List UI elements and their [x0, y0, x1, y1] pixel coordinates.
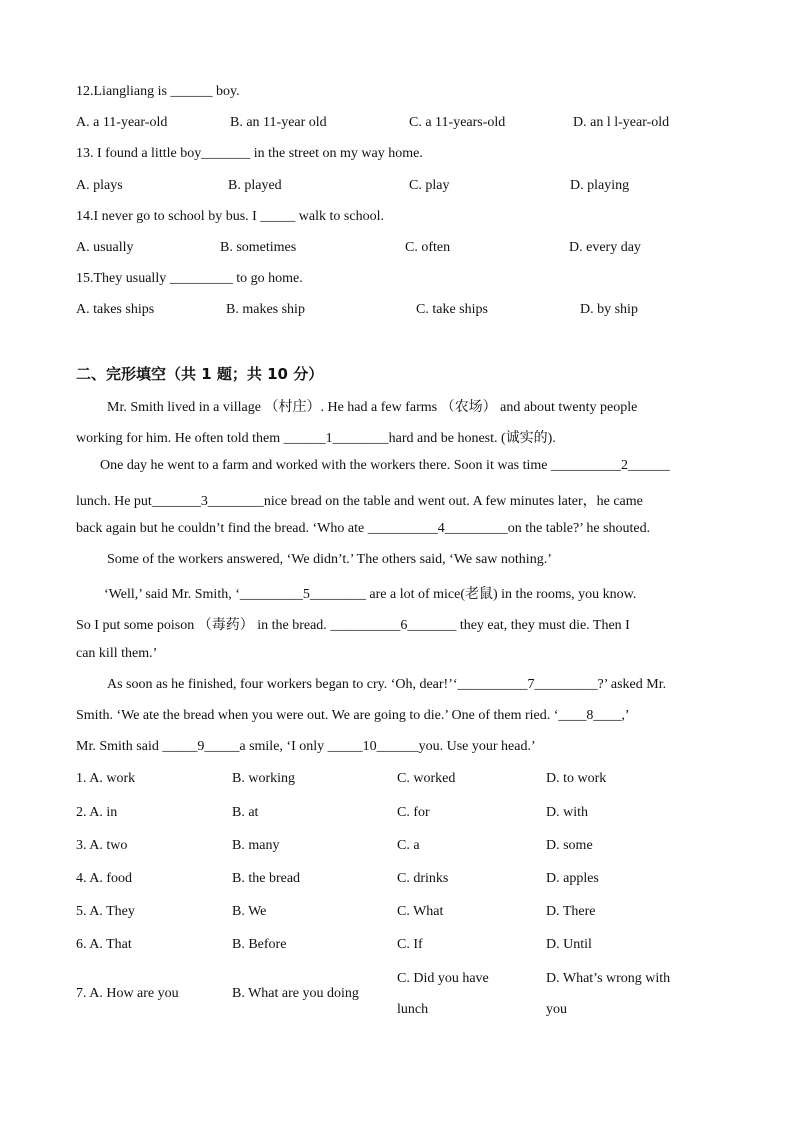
section-heading: 二、完形填空（共 1 题；共 10 分）: [76, 365, 324, 383]
option-d: D. an l l-year-old: [573, 115, 670, 130]
option-c: C. drinks: [397, 871, 449, 886]
passage-text: working for him. He often told them: [76, 431, 284, 446]
question-stem: 14.I never go to school by bus. I _____ walk to school.: [76, 209, 384, 224]
option-a: A. a 11-year-old: [76, 115, 168, 130]
passage-line: [76, 708, 630, 724]
option-c-continued: lunch: [397, 1002, 429, 1017]
option-b: B. the bread: [232, 871, 301, 886]
option-b: B. many: [232, 838, 280, 853]
option-b: B. We: [232, 904, 267, 919]
passage-text: Smith. ‘We ate the bread when you were out. We are going to die.’ One of them ried. ‘: [76, 708, 559, 723]
option-b: B. What are you doing: [232, 986, 359, 1001]
blank-3: _______3________: [151, 494, 264, 509]
passage-text: they eat, they must die. Then I: [456, 618, 630, 633]
option-a: 3. A. two: [76, 838, 128, 853]
blank-7: __________7_________: [457, 677, 598, 692]
option-b: B. an 11-year old: [230, 115, 327, 130]
option-a: 5. A. They: [76, 904, 135, 919]
passage-line: [104, 583, 636, 603]
option-b: B. played: [228, 178, 282, 193]
passage-text: ?’ asked Mr.: [597, 677, 667, 692]
question-stem: 13. I found a little boy_______ in the street on my way home.: [76, 146, 423, 161]
blank-2: __________2______: [551, 458, 670, 473]
option-d: D. There: [546, 904, 596, 919]
option-a: A. takes ships: [76, 302, 155, 317]
option-c: C. take ships: [416, 302, 488, 317]
passage-line: [76, 739, 536, 755]
blank-4: __________4_________: [367, 521, 508, 536]
option-c: C. play: [409, 178, 450, 193]
option-c: C. What: [397, 904, 444, 919]
option-d: D. to work: [546, 771, 607, 786]
blank-5: _________5________: [239, 587, 366, 602]
passage-line: can kill them.’: [76, 646, 158, 661]
option-c: C. a: [397, 838, 420, 853]
option-d: D. every day: [569, 240, 641, 255]
option-d-continued: you: [546, 1002, 567, 1017]
option-b: B. sometimes: [220, 240, 297, 255]
option-a: 1. A. work: [76, 771, 136, 786]
passage-line: [76, 427, 556, 447]
option-a: 2. A. in: [76, 805, 118, 820]
passage-text: a smile, ‘I only: [239, 739, 328, 754]
passage-text: Mr. Smith said: [76, 739, 163, 754]
blank-9: _____9_____: [162, 739, 240, 754]
question-stem: 15.They usually _________ to go home.: [76, 271, 303, 286]
blank-1: ______1________: [283, 431, 389, 446]
option-b: B. makes ship: [226, 302, 305, 317]
blank-10: _____10______: [327, 739, 419, 754]
passage-line: Some of the workers answered, ‘We didn’t.’ The others said, ‘We saw nothing.’: [107, 552, 552, 567]
option-b: B. at: [232, 805, 259, 820]
option-c: C. for: [397, 805, 430, 820]
passage-text: back again but he couldn’t find the bread. ‘Who ate: [76, 521, 368, 536]
passage-text: ,’: [621, 708, 630, 723]
option-b: B. working: [232, 771, 295, 786]
passage-line: [107, 677, 666, 693]
option-c: C. often: [405, 240, 451, 255]
option-a: A. plays: [76, 178, 123, 193]
passage-text: you. Use your head.’: [418, 739, 536, 754]
passage-text: are a lot of mice(老鼠) in the rooms, you know.: [365, 587, 637, 602]
option-d: D. with: [546, 805, 588, 820]
option-d: D. What’s wrong with: [546, 971, 671, 986]
blank-8: ____8____: [558, 708, 622, 723]
option-d: D. apples: [546, 871, 599, 886]
passage-text: ‘Well,’ said Mr. Smith, ‘: [104, 587, 240, 602]
option-a: 6. A. That: [76, 937, 132, 952]
passage-text: nice bread on the table and went out. A few minutes later，he came: [263, 494, 643, 509]
option-d: D. playing: [570, 178, 630, 193]
passage-line: [76, 614, 630, 634]
passage-line: Mr. Smith lived in a village （村庄）. He had a few farms （农场） and about twenty people: [107, 400, 638, 415]
option-c: C. Did you have: [397, 971, 489, 986]
passage-text: So I put some poison （毒药） in the bread.: [76, 618, 331, 633]
passage-text: lunch. He put: [76, 494, 152, 509]
option-b: B. Before: [232, 937, 287, 952]
option-d: D. by ship: [580, 302, 638, 317]
question-stem: 12.Liangliang is ______ boy.: [76, 84, 240, 99]
option-a: A. usually: [76, 240, 134, 255]
blank-6: __________6_______: [330, 618, 457, 633]
passage-text: As soon as he finished, four workers began to cry. ‘Oh, dear!’‘: [107, 677, 458, 692]
option-c: C. a 11-years-old: [409, 115, 506, 130]
passage-line: [100, 458, 670, 474]
option-a: 4. A. food: [76, 871, 132, 886]
passage-text: One day he went to a farm and worked with the workers there. Soon it was time: [100, 458, 551, 473]
passage-text: on the table?’ he shouted.: [507, 521, 651, 536]
option-d: D. some: [546, 838, 593, 853]
option-c: C. If: [397, 937, 423, 952]
passage-text: hard and be honest. (诚实的).: [388, 431, 556, 446]
passage-line: [76, 521, 650, 537]
option-c: C. worked: [397, 771, 456, 786]
passage-line: [76, 490, 643, 510]
option-d: D. Until: [546, 937, 592, 952]
option-a: 7. A. How are you: [76, 986, 179, 1001]
